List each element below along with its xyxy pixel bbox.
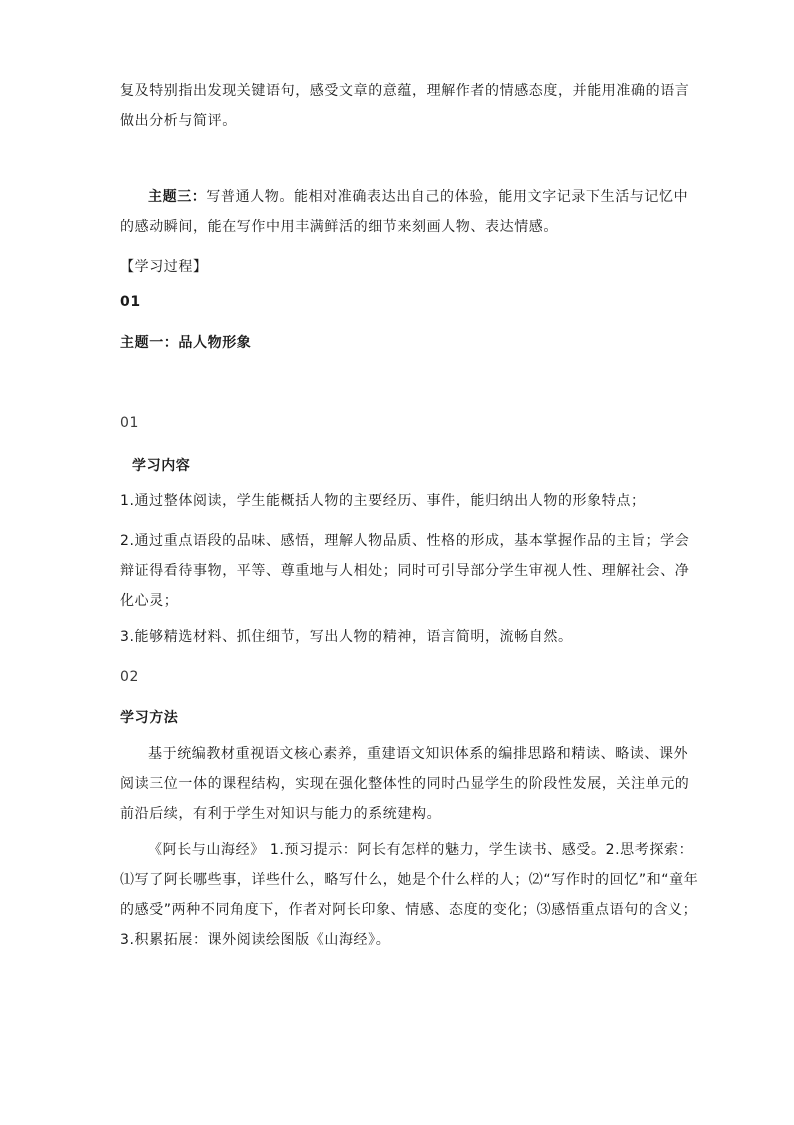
learning-method-heading: 学习方法 <box>120 710 179 726</box>
paragraph-theme-three <box>120 182 700 242</box>
learning-method-paragraph: 基于统编教材重视语文核心素养，重建语文知识体系的编排思路和精读、略读、课外阅读三位一体的课程结构，实现在强化整体性的同时凸显学生的阶段性发展，关注单元的前沿后续，有利于学生对知识与能力的系统建构。 <box>120 746 690 822</box>
section-number-01: 01 <box>120 294 141 310</box>
learning-process-heading: 【学习过程】 <box>120 259 208 275</box>
theme-one-heading: 主题一：品人物形象 <box>120 335 252 351</box>
theme-three-label: 主题三： <box>148 189 207 205</box>
content-item-2: 2.通过重点语段的品味、感悟，理解人物品质、性格的形成，基本掌握作品的主旨；学会辩证得看待事物，平等、尊重地与人相处；同时可引导部分学生审视人性、理解社会、净化心灵； <box>120 533 690 609</box>
content-item-3: 3.能够精选材料、抓住细节，写出人物的精神，语言简明，流畅自然。 <box>120 629 573 645</box>
content-item-1: 1.通过整体阅读，学生能概括人物的主要经历、事件，能归纳出人物的形象特点； <box>120 493 646 509</box>
theme-three-text: 写普通人物。能相对准确表达出自己的体验，能用文字记录下生活与记忆中的感动瞬间，能在写作中用丰满鲜活的细节来刻画人物、表达情感。 <box>120 189 689 235</box>
paragraph-continuation: 复及特别指出发现关键语句，感受文章的意蕴，理解作者的情感态度，并能用准确的语言做出分析与简评。 <box>120 83 690 129</box>
subsection-number-01: 01 <box>120 415 140 431</box>
example-lesson-paragraph: 《阿长与山海经》 1.预习提示：阿长有怎样的魅力，学生读书、感受。2.思考探索：⑴写了阿长哪些事，详些什么，略写什么，她是个什么样的人；⑵“写作时的回忆”和“童年的感受”两种不同角度下，作者对阿长印象、情感、态度的变化；⑶感悟重点语句的含义；3.积累拓展：课外阅读绘图版《山海经》。 <box>120 842 699 948</box>
learning-content-heading: 学习内容 <box>132 458 191 474</box>
subsection-number-02: 02 <box>120 669 140 685</box>
